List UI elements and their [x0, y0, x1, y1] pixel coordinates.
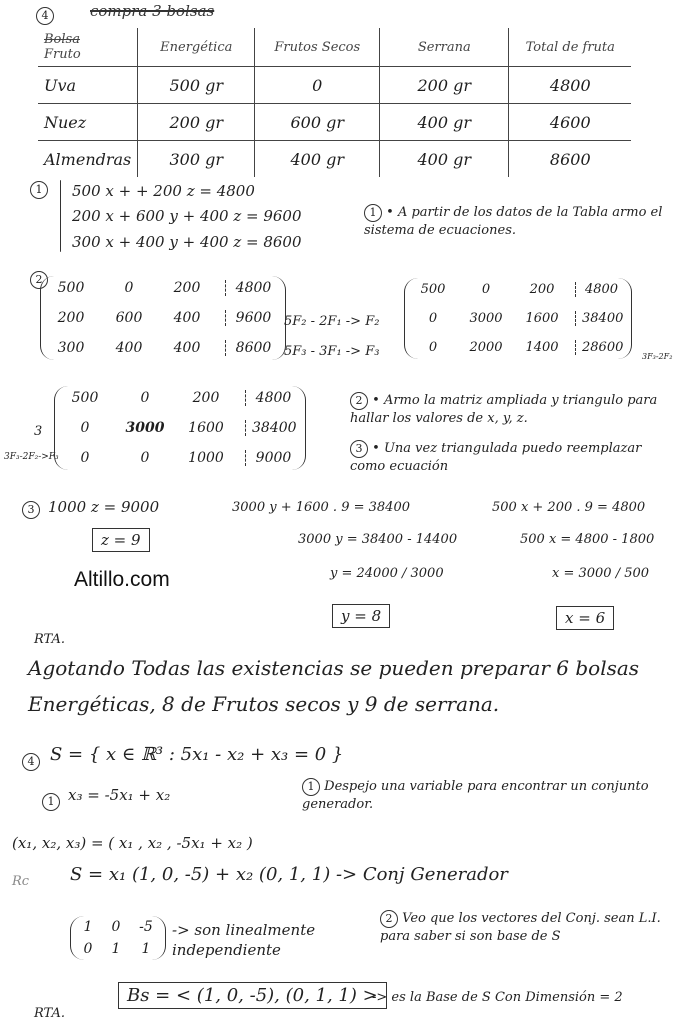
y-equation-2: 3000 y = 38400 - 14400: [298, 532, 458, 547]
z-equation: 1000 z = 9000: [48, 498, 160, 516]
watermark: Altillo.com: [74, 568, 170, 591]
basis-dimension-note: -> es la Base de S Con Dimensión = 2: [372, 990, 623, 1005]
x-equation-2: 500 x = 4800 - 1800: [520, 532, 655, 547]
answer-line-2: Energéticas, 8 de Frutos secos y 9 de serrana.: [28, 692, 500, 716]
step-number: 2: [30, 271, 48, 289]
y-equation-1: 3000 y + 1600 . 9 = 38400: [232, 500, 410, 515]
independence-text: -> son linealmente independiente: [172, 921, 316, 959]
row-operation-1: 5F₂ - 2F₁ -> F₂: [284, 314, 380, 329]
question-number: 4: [36, 7, 54, 25]
despejo-note: Despejo una variable para encontrar un conjunto generador.: [302, 779, 649, 812]
note-number: 2: [350, 392, 368, 410]
matrix-note: • Armo la matriz ampliada y triangulo para hallar los valores de x, y, z.: [350, 393, 658, 426]
row-operation-3: 3F₃-2F₂->F₃: [4, 452, 59, 462]
table-row: Almendras 300 gr 400 gr 400 gr 8600: [38, 141, 631, 178]
row-operation-2: 5F₃ - 3F₁ -> F₃: [284, 344, 380, 359]
answer-line-1: Agotando Todas las existencias se pueden preparar 6 bolsas: [28, 656, 640, 680]
augmented-matrix-2: 500 0 200 4800 0 3000 1600 38400 0 2000 1400 28600: [404, 278, 632, 359]
table-corner-header: Bolsa Fruto: [38, 28, 138, 67]
struck-header: compra 3 bolsas: [90, 2, 215, 20]
substitution-note: • Una vez triangulada puedo reemplazar como ecuación: [350, 441, 642, 474]
answer-label: RTA.: [34, 1006, 66, 1021]
step-number: 3: [22, 501, 40, 519]
note-number: 3: [350, 440, 368, 458]
augmented-matrix-3: 500 0 200 4800 0 3000 1600 38400 0 0 1000 9000: [54, 386, 306, 470]
subspace-definition: S = { x ∈ ℝ³ : 5x₁ - x₂ + x₃ = 0 }: [50, 744, 344, 765]
column-header: Energética: [138, 28, 255, 67]
matrix-mark: 3: [34, 424, 43, 439]
basis-result: Bs = < (1, 0, -5), (0, 1, 1) >: [118, 982, 387, 1009]
step-number: 1: [42, 793, 60, 811]
z-result: z = 9: [92, 528, 150, 552]
system-brace: [60, 180, 61, 252]
x-equation-1: 500 x + 200 . 9 = 4800: [492, 500, 646, 515]
substitution-step: x₃ = -5x₁ + x₂: [68, 786, 171, 804]
note-number: 1: [364, 204, 382, 222]
step-number: 1: [30, 181, 48, 199]
y-equation-3: y = 24000 / 3000: [330, 566, 444, 581]
note-number: 1: [302, 778, 320, 796]
fruit-table: [38, 28, 631, 177]
parametric-form: (x₁, x₂, x₃) = ( x₁ , x₂ , -5x₁ + x₂ ): [12, 834, 253, 852]
basis-note: Veo que los vectores del Conj. sean L.I. para saber si son base de S: [380, 911, 661, 944]
answer-label: RTA.: [34, 632, 66, 647]
question-number: 4: [22, 753, 40, 771]
y-result: y = 8: [332, 604, 390, 628]
equation-3: 300 x + 400 y + 400 z = 8600: [72, 233, 302, 251]
independence-matrix: 1 0 -5 0 1 1: [70, 916, 166, 960]
row-operation-side: 3F₃-2F₂: [642, 352, 673, 361]
equation-1: 500 x + + 200 z = 4800: [72, 182, 255, 200]
column-header: Frutos Secos: [255, 28, 380, 67]
equation-2: 200 x + 600 y + 400 z = 9600: [72, 207, 302, 225]
table-row: Uva 500 gr 0 200 gr 4800: [38, 67, 631, 104]
x-equation-3: x = 3000 / 500: [552, 566, 650, 581]
column-header: Total de fruta: [509, 28, 632, 67]
column-header: Serrana: [380, 28, 509, 67]
generator-set: S = x₁ (1, 0, -5) + x₂ (0, 1, 1) -> Conj Generador: [70, 864, 508, 885]
note-number: 2: [380, 910, 398, 928]
x-result: x = 6: [556, 606, 614, 630]
system-note: • A partir de los datos de la Tabla armo el sistema de ecuaciones.: [364, 205, 663, 238]
table-row: Nuez 200 gr 600 gr 400 gr 4600: [38, 104, 631, 141]
augmented-matrix-1: 500 0 200 4800 200 600 400 9600 300 400 400 8600: [40, 276, 286, 360]
generator-prefix: Rc: [12, 874, 30, 889]
